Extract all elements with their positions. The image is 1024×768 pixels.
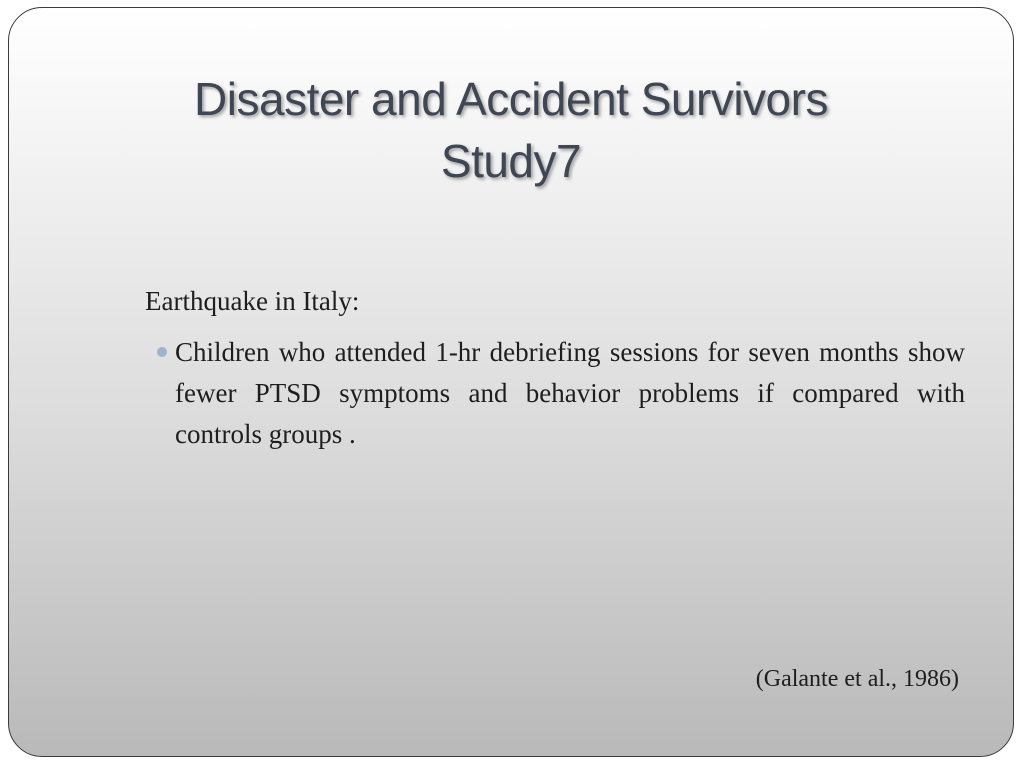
bullet-item [145, 332, 965, 455]
slide-title-line-2: Study7 [440, 135, 582, 187]
slide [8, 7, 1014, 757]
slide-title-line-1: Disaster and Accident Survivors [194, 73, 828, 125]
slide-content [145, 284, 965, 455]
citation: (Galante et al., 1986) [755, 666, 959, 692]
slide-title [49, 68, 973, 192]
bullet-dot-icon [157, 347, 167, 357]
intro-text: Earthquake in Italy: [145, 286, 360, 316]
bullet-text: Children who attended 1-hr debriefing sessions for seven months show fewer PTSD symptoms and behavior problems if compared with controls groups . [175, 337, 965, 449]
